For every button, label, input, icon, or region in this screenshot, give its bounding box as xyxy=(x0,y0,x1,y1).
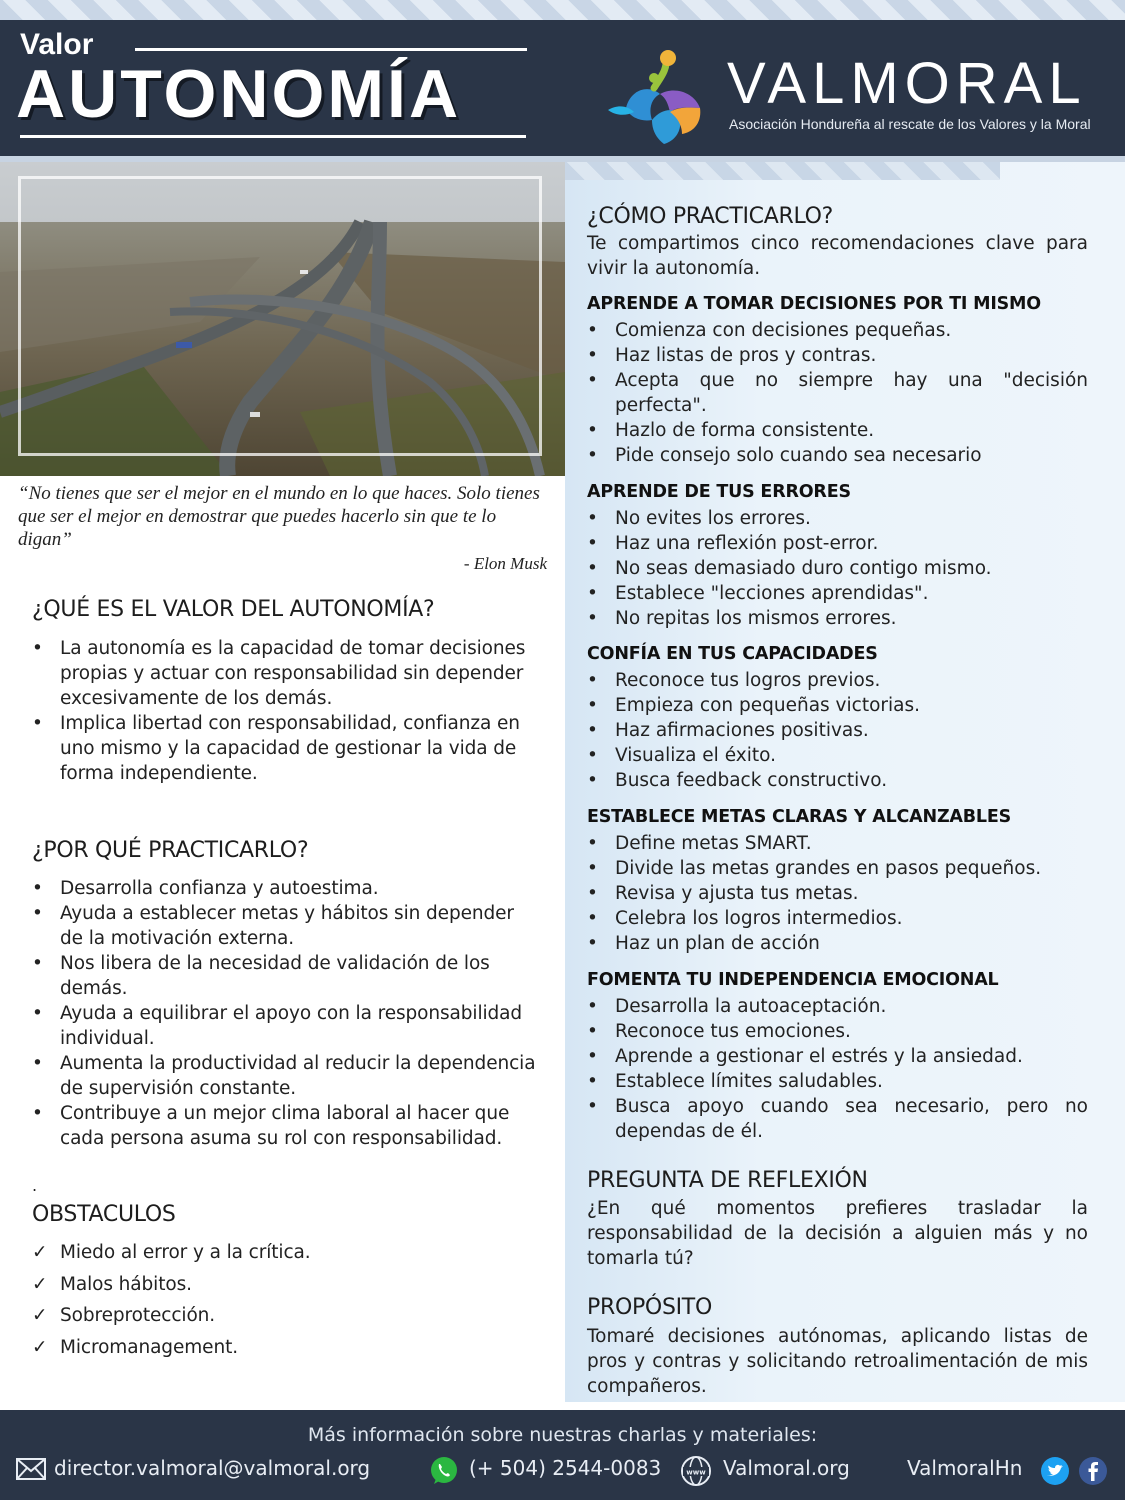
list-item: • Busca feedback constructivo. xyxy=(587,768,1088,793)
list-item: • Desarrolla confianza y autoestima. xyxy=(32,876,537,901)
quote-author: - Elon Musk xyxy=(463,554,547,573)
reflection-text: ¿En qué momentos prefieres trasladar la responsabilidad de la decisión a alguien más y no tomarla tú? xyxy=(587,1198,1088,1269)
globe-www-icon xyxy=(680,1455,712,1487)
purpose-heading: PROPÓSITO xyxy=(587,1295,712,1320)
emotional-list xyxy=(587,994,1088,1144)
list-item: • Hazlo de forma consistente. xyxy=(587,418,1088,443)
right-pattern-band xyxy=(565,162,1000,180)
list-item: • Reconoce tus emociones. xyxy=(587,1019,1088,1044)
what-heading: ¿QUÉ ES EL VALOR DEL AUTONOMÍA? xyxy=(32,597,435,622)
list-item: • Revisa y ajusta tus metas. xyxy=(587,881,1088,906)
list-item: • Ayuda a establecer metas y hábitos sin depender de la motivación externa. xyxy=(32,901,537,951)
reflection-heading: PREGUNTA DE REFLEXIÓN xyxy=(587,1168,868,1193)
section-title-goals: ESTABLECE METAS CLARAS Y ALCANZABLES xyxy=(587,807,1012,827)
separator-dot: . xyxy=(32,1176,37,1195)
list-item: • Busca apoyo cuando sea necesario, pero no dependas de él. xyxy=(587,1094,1088,1144)
list-item: • Empieza con pequeñas victorias. xyxy=(587,693,1088,718)
list-item: • Aumenta la productividad al reducir la dependencia de supervisión constante. xyxy=(32,1051,537,1101)
section-title-errors: APRENDE DE TUS ERRORES xyxy=(587,482,851,502)
title-underline xyxy=(20,135,526,138)
list-item: • No evites los errores. xyxy=(587,506,1088,531)
footer-web[interactable]: Valmoral.org xyxy=(723,1456,850,1480)
list-item: • Reconoce tus logros previos. xyxy=(587,668,1088,693)
why-list xyxy=(32,876,537,1151)
section-title-emotional: FOMENTA TU INDEPENDENCIA EMOCIONAL xyxy=(587,970,999,990)
list-item: • Divide las metas grandes en pasos pequeños. xyxy=(587,856,1088,881)
what-list xyxy=(32,636,537,786)
highway-photo xyxy=(0,162,565,476)
envelope-icon xyxy=(16,1458,46,1480)
footer-email[interactable]: director.valmoral@valmoral.org xyxy=(54,1456,371,1480)
list-item: • Desarrolla la autoaceptación. xyxy=(587,994,1088,1019)
footer-phone[interactable]: (+ 504) 2544-0083 xyxy=(469,1456,662,1480)
section-title-decisions: APRENDE A TOMAR DECISIONES POR TI MISMO xyxy=(587,294,1041,314)
footer-social[interactable]: ValmoralHn xyxy=(907,1456,1023,1480)
brand-name: VALMORAL xyxy=(727,51,1087,116)
photo-frame xyxy=(18,176,542,456)
quote-text: “No tienes que ser el mejor en el mundo en lo que haces. Solo tienes que ser el mejor en demostrar que puedes hacerlo sin que te lo digan” xyxy=(18,483,540,550)
list-item: • Visualiza el éxito. xyxy=(587,743,1088,768)
section-title-capacities: CONFÍA EN TUS CAPACIDADES xyxy=(587,644,878,664)
list-item: • Aprende a gestionar el estrés y la ansiedad. xyxy=(587,1044,1088,1069)
list-item: • No seas demasiado duro contigo mismo. xyxy=(587,556,1088,581)
svg-text:www: www xyxy=(686,1468,706,1477)
list-item: • Pide consejo solo cuando sea necesario xyxy=(587,443,1088,468)
twitter-icon[interactable] xyxy=(1040,1456,1070,1486)
list-item: • Establece "lecciones aprendidas". xyxy=(587,581,1088,606)
valor-label: Valor xyxy=(20,28,94,61)
list-item: • Nos libera de la necesidad de validación de los demás. xyxy=(32,951,537,1001)
list-item: • Haz un plan de acción xyxy=(587,931,1088,956)
list-item: • Acepta que no siempre hay una "decisión perfecta". xyxy=(587,368,1088,418)
list-item: • Celebra los logros intermedios. xyxy=(587,906,1088,931)
list-item: • No repitas los mismos errores. xyxy=(587,606,1088,631)
list-item: ✓ Malos hábitos. xyxy=(32,1269,537,1301)
goals-list xyxy=(587,831,1088,956)
how-heading: ¿CÓMO PRACTICARLO? xyxy=(587,204,834,229)
valmoral-logo-icon xyxy=(608,48,713,146)
list-item: ✓ Sobreprotección. xyxy=(32,1300,537,1332)
capacities-list xyxy=(587,668,1088,793)
list-item: • Contribuye a un mejor clima laboral al hacer que cada persona asuma su rol con responsabilidad. xyxy=(32,1101,537,1151)
page-title: AUTONOMÍA xyxy=(16,56,462,132)
list-item: • Establece límites saludables. xyxy=(587,1069,1088,1094)
why-heading: ¿POR QUÉ PRACTICARLO? xyxy=(32,838,309,863)
facebook-icon[interactable] xyxy=(1078,1456,1108,1486)
obstacles-heading: OBSTACULOS xyxy=(32,1202,176,1227)
list-item: • Implica libertad con responsabilidad, confianza en uno mismo y la capacidad de gestionar la vida de forma independiente. xyxy=(32,711,537,786)
title-divider xyxy=(135,48,527,51)
list-item: • Haz una reflexión post-error. xyxy=(587,531,1088,556)
obstacles-list xyxy=(32,1237,537,1363)
page-header xyxy=(0,20,1125,162)
list-item: • Ayuda a equilibrar el apoyo con la responsabilidad individual. xyxy=(32,1001,537,1051)
footer-title: Más información sobre nuestras charlas y materiales: xyxy=(307,1424,818,1446)
list-item: • La autonomía es la capacidad de tomar decisiones propias y actuar con responsabilidad sin depender excesivamente de los demás. xyxy=(32,636,537,711)
list-item: ✓ Miedo al error y a la crítica. xyxy=(32,1237,537,1269)
whatsapp-icon xyxy=(428,1455,460,1487)
list-item: • Define metas SMART. xyxy=(587,831,1088,856)
how-intro: Te compartimos cinco recomendaciones clave para vivir la autonomía. xyxy=(587,233,1088,279)
purpose-text: Tomaré decisiones autónomas, aplicando listas de pros y contras y solicitando retroalimentación de mis compañeros. xyxy=(587,1326,1088,1397)
list-item: • Haz afirmaciones positivas. xyxy=(587,718,1088,743)
errors-list xyxy=(587,506,1088,631)
decisions-list xyxy=(587,318,1088,468)
list-item: ✓ Micromanagement. xyxy=(32,1332,537,1364)
list-item: • Comienza con decisiones pequeñas. xyxy=(587,318,1088,343)
top-pattern-band xyxy=(0,0,1125,20)
list-item: • Haz listas de pros y contras. xyxy=(587,343,1088,368)
brand-subtitle: Asociación Hondureña al rescate de los Valores y la Moral xyxy=(729,116,1091,132)
